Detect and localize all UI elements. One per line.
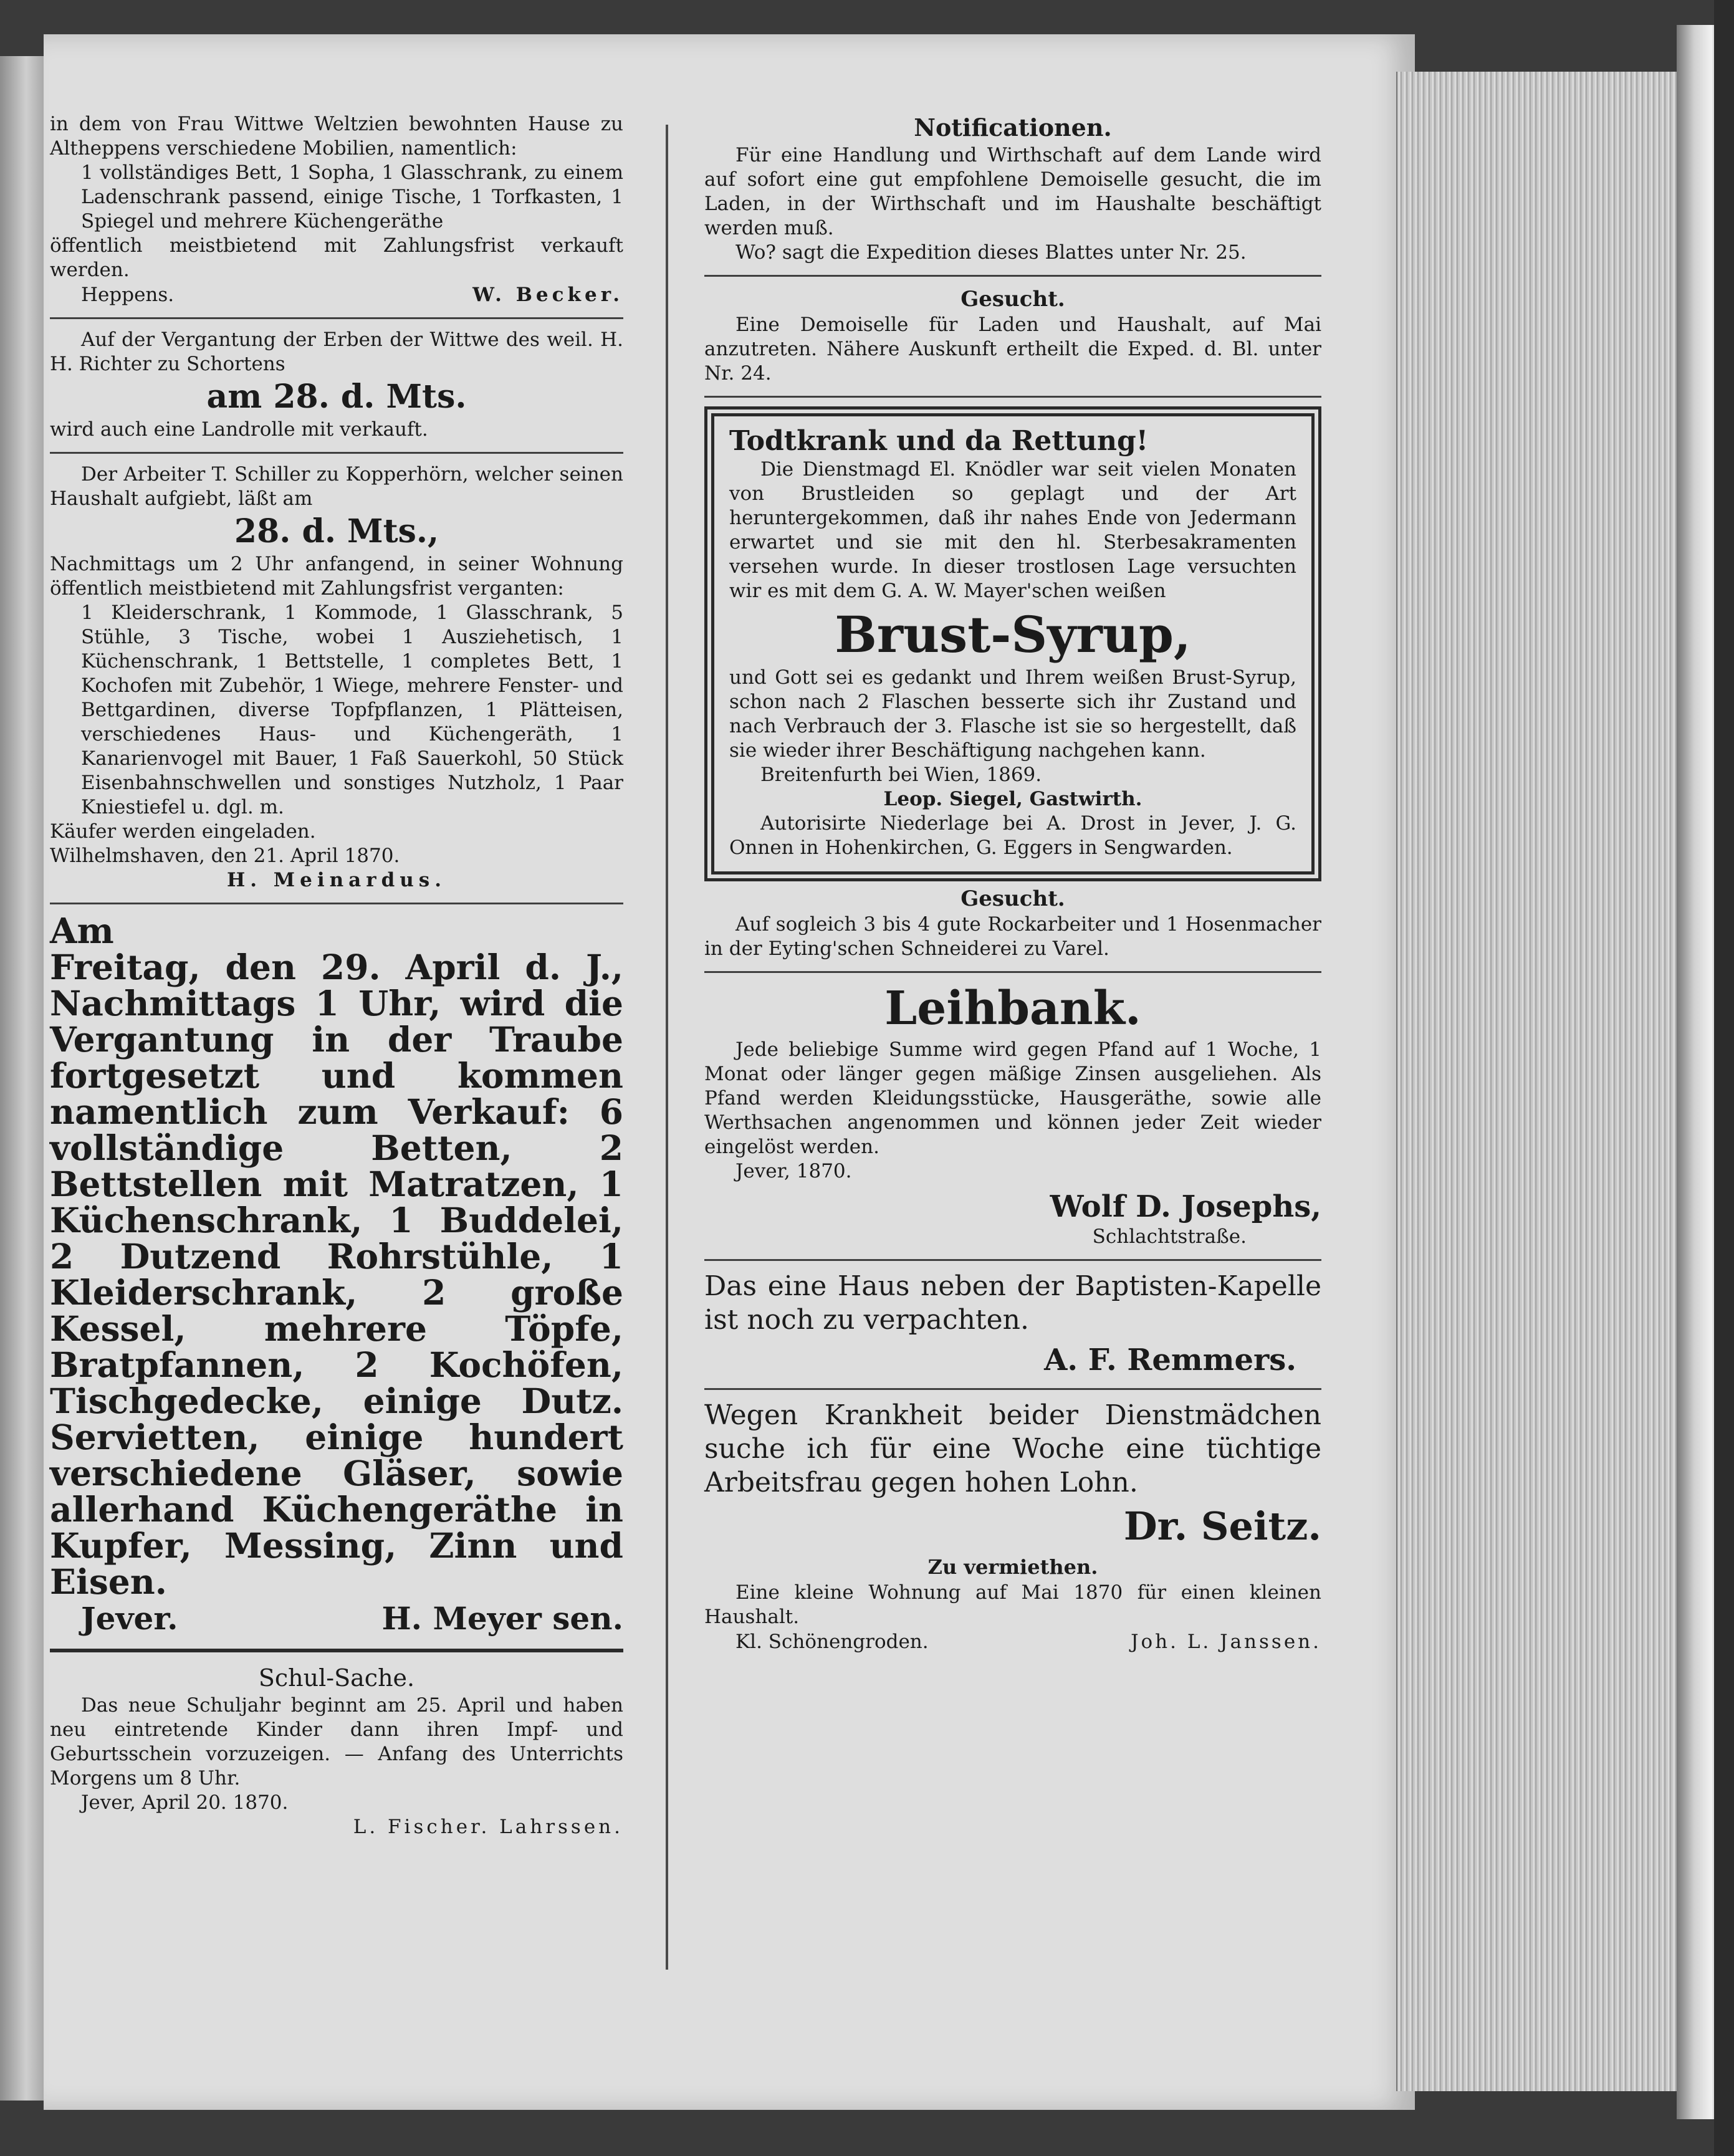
ad-text: Eine Demoiselle für Laden und Haushalt, auf Mai anzutreten. Nähere Auskunft ertheilt die Exped. d. Bl. unter Nr. 24. [704,314,1321,385]
dateline: Jever, April 20. 1870. [81,1791,289,1814]
ad-krankheit [704,1399,1321,1550]
page-stack-edge [1396,72,1697,2091]
ad-text: und Gott sei es gedankt und Ihrem weißen Brust-Syrup, schon nach 2 Flaschen besserte sich ihr Zustand und nach Verbrauch der 3. Flasche ist sie so hergestellt, daß sie wieder ihrer Beschäftigung nachgehen kann. [729,666,1296,762]
divider [50,452,623,454]
previous-page-edge [0,56,44,2101]
ad-text: Eine kleine Wohnung auf Mai 1870 für einen kleinen Haushalt. [704,1581,1321,1628]
ad-title: Leihbank. [884,982,1141,1035]
ad-title: Gesucht. [960,287,1065,312]
signature-row [50,1600,623,1637]
divider [704,1259,1321,1261]
ad-text: Die Dienstmagd El. Knödler war seit vielen Monaten von Brustleiden so geplagt und der Art heruntergekommen, daß ihr nahes Ende von Jedermann erwartet und sie mit den hl. Sterbesakramenten versehen wurde. In dieser trostlosen Lage versuchten wir es mit dem G. A. W. Mayer'schen weißen [729,458,1296,602]
signature: Leop. Siegel, Gastwirth. [883,788,1142,810]
ad-schiller [50,462,623,893]
ad-am: Am [50,911,114,952]
dateline: Jever, 1870. [735,1160,852,1182]
signature-row [50,282,623,307]
ad-text: Wo? sagt die Expedition dieses Blattes unter Nr. 25. [735,241,1247,264]
ad-date: 28. d. Mts., [234,512,439,550]
divider [50,317,623,319]
place: Heppens. [81,284,175,306]
brust-syrup-ad [704,406,1321,881]
ad-title: Todtkrank und da Rettung! [729,425,1149,457]
background-shadow [1714,0,1734,2156]
dateline: Breitenfurth bei Wien, 1869. [760,764,1042,786]
ad-haus [704,1270,1321,1378]
dateline: Wilhelmshaven, den 21. April 1870. [50,845,400,867]
divider [704,275,1321,277]
divider [704,1388,1321,1390]
section-title: Notificationen. [914,113,1112,141]
ad-items: 1 vollständiges Bett, 1 Sopha, 1 Glasschrank, zu einem Ladenschrank passend, einige Tische, 1 Torfkasten, 1 Spiegel und mehrere Küchengeräthe [81,161,623,232]
ad-richter [50,328,623,442]
ad-title: Gesucht. [960,886,1065,911]
ad-weltzien [50,112,623,307]
divider [704,971,1321,973]
ad-text: öffentlich meistbietend mit Zahlungsfrist verkauft werden. [50,234,623,281]
ad-text: wird auch eine Landrolle mit verkauft. [50,418,428,441]
ad-gesucht-schneider [704,885,1321,961]
signature: Joh. L. Janssen. [1131,1631,1321,1653]
signature: Dr. Seitz. [1123,1503,1321,1549]
ad-text: Nachmittags um 2 Uhr anfangend, in seiner Wohnung öffentlich meistbietend mit Zahlungsfrist verganten: [50,553,623,600]
signature: H. Meinardus. [226,869,447,891]
place: Jever. [81,1600,178,1637]
ad-notificationen [704,112,1321,265]
ad-date: am 28. d. Mts. [206,378,467,416]
ad-schulsache [50,1662,623,1839]
divider [50,903,623,904]
signature: W. Becker. [472,284,623,306]
product-name: Brust-Syrup, [835,605,1191,664]
left-column [50,112,623,1839]
signature: H. Meyer sen. [381,1600,623,1637]
ad-traube [50,913,623,1637]
ad-text: Wegen Krankheit beider Dienstmädchen suche ich für eine Woche eine tüchtige Arbeitsfrau gegen hohen Lohn. [704,1399,1321,1498]
ad-text: in dem von Frau Wittwe Weltzien bewohnten Hause zu Altheppens verschiedene Mobilien, namentlich: [50,113,623,160]
ad-text: Für eine Handlung und Wirthschaft auf dem Lande wird auf sofort eine gut empfohlene Demoiselle gesucht, die im Laden, in der Wirthschaft und im Haushalte beschäftigt werden muß. [704,144,1321,239]
ad-text: Käufer werden eingeladen. [50,820,316,843]
ad-text: Auf sogleich 3 bis 4 gute Rockarbeiter und 1 Hosenmacher in der Eyting'schen Schneiderei zu Varel. [704,913,1321,960]
ad-gesucht-demoiselle [704,285,1321,386]
ad-text: Jede beliebige Summe wird gegen Pfand auf 1 Woche, 1 Monat oder länger gegen mäßige Zinsen ausgeliehen. Als Pfand werden Kleidungsstücke, Hausgeräthe, sowie alle Werthsachen angenommen und können jeder Zeit wieder eingelöst werden. [704,1038,1321,1158]
ad-text: Das eine Haus neben der Baptisten-Kapelle ist noch zu verpachten. [704,1270,1321,1336]
signature-row [704,1629,1321,1654]
signature: Wolf D. Josephs, [1050,1189,1321,1224]
place: Kl. Schönengroden. [735,1631,929,1653]
ad-text: Auf der Vergantung der Erben der Wittwe des weil. H. H. Richter zu Schortens [50,328,623,375]
ad-title: Schul-Sache. [258,1664,415,1692]
signature: L. Fischer. Lahrssen. [353,1816,623,1838]
ad-leihbank [704,982,1321,1249]
depot-text: Autorisirte Niederlage bei A. Drost in Jever, J. G. Onnen in Hohenkirchen, G. Eggers in Sengwarden. [729,812,1296,859]
right-column [704,112,1321,1654]
ad-items: 1 Kleiderschrank, 1 Kommode, 1 Glasschrank, 5 Stühle, 3 Tische, wobei 1 Ausziehetisch, 1 Küchenschrank, 1 Bettstelle, 1 completes Bett, 1 Kochofen mit Zubehör, 1 Wiege, mehrere Fenster- und Bettgardinen, diverse Topfpflanzen, 1 Plätteisen, verschiedenes Haus- und Küchengeräth, 1 Kanarienvogel mit Bauer, 1 Faß Sauerkohl, 50 Stück Eisenbahnschwellen und sonstiges Nutzholz, 1 Paar Kniestiefel u. dgl. m. [81,601,623,818]
divider [50,1649,623,1652]
column-divider [666,125,668,1970]
ad-text: Der Arbeiter T. Schiller zu Kopperhörn, welcher seinen Haushalt aufgiebt, läßt am [50,463,623,510]
ad-body: Freitag, den 29. April d. J., Nachmittags 1 Uhr, wird die Vergantung in der Traube fortgesetzt und kommen namentlich zum Verkauf: 6 vollständige Betten, 2 Bettstellen mit Matratzen, 1 Küchenschrank, 1 Buddelei, 2 Dutzend Rohrstühle, 1 Kleiderschrank, 2 große Kessel, mehrere Töpfe, Bratpfannen, 2 Kochöfen, Tischgedecke, einige Dutz. Servietten, einige hundert verschiedene Gläser, sowie allerhand Küchengeräthe in Kupfer, Messing, Zinn und Eisen. [50,947,623,1602]
signature: A. F. Remmers. [1044,1343,1296,1377]
street: Schlachtstraße. [1092,1225,1247,1248]
divider [704,396,1321,398]
ad-vermiethen [704,1553,1321,1654]
ad-text: Das neue Schuljahr beginnt am 25. April und haben neu eintretende Kinder dann ihren Impf- und Geburtsschein vorzuzeigen. — Anfang des Unterrichts Morgens um 8 Uhr. [50,1694,623,1789]
ad-title: Zu vermiethen. [927,1555,1098,1579]
